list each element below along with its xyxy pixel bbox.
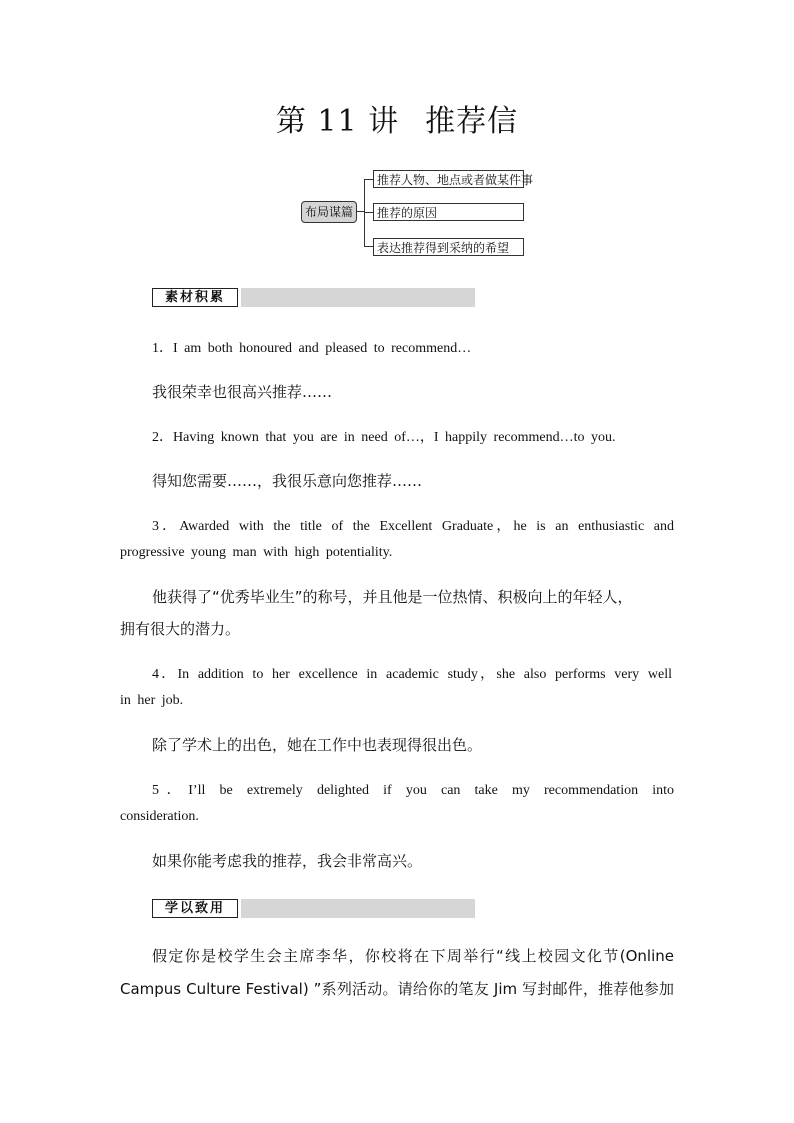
item-1-english: 1．I am both honoured and pleased to recommend… [152,341,472,356]
item-2-english: 2．Having known that you are in need of…，I happily recommend…to you. [152,430,616,445]
outline-branch-1: 推荐人物、地点或者做某件事 [373,170,524,188]
task-line-2: Campus Culture Festival) ”系列活动。请给你的笔友 Jim 写封邮件，推荐他参加 [120,980,674,998]
section-bar [241,288,475,307]
section-label: 学以致用 [152,899,238,918]
section-label: 素材积累 [152,288,238,307]
outline-branch-2: 推荐的原因 [373,203,524,221]
item-3-chinese-line-1: 他获得了“优秀毕业生”的称号，并且他是一位热情、积极向上的年轻人， [152,588,633,606]
page-title [0,96,794,140]
item-1-chinese: 我很荣幸也很高兴推荐…… [152,383,333,401]
item-2-chinese: 得知您需要……，我很乐意向您推荐…… [152,472,423,490]
item-4-english-line-1: 4．In addition to her excellence in academic study，she also performs very well [152,667,672,682]
connector-line [364,246,373,247]
item-5-english-line-2: consideration. [120,809,199,824]
title-lesson-number: 第 11 讲 [275,104,400,139]
task-line-1: 假定你是校学生会主席李华，你校将在下周举行“线上校园文化节(Online [152,947,674,965]
connector-line [364,212,373,213]
outline-branch-3: 表达推荐得到采纳的希望 [373,238,524,256]
item-5-chinese: 如果你能考虑我的推荐，我会非常高兴。 [152,852,423,870]
outline-root: 布局谋篇 [301,201,357,223]
item-5-english-line-1: 5．I’ll be extremely delighted if you can take my recommendation into [152,783,674,798]
connector-line [364,179,365,247]
section-bar [241,899,475,918]
item-4-chinese: 除了学术上的出色，她在工作中也表现得很出色。 [152,736,483,754]
item-3-english-line-2: progressive young man with high potentiality. [120,545,393,560]
connector-line [364,179,373,180]
item-4-english-line-2: in her job. [120,693,184,708]
item-3-english-line-1: 3．Awarded with the title of the Excellent Graduate，he is an enthusiastic and [152,519,674,534]
item-3-chinese-line-2: 拥有很大的潜力。 [120,620,241,638]
title-topic: 推荐信 [425,104,519,139]
